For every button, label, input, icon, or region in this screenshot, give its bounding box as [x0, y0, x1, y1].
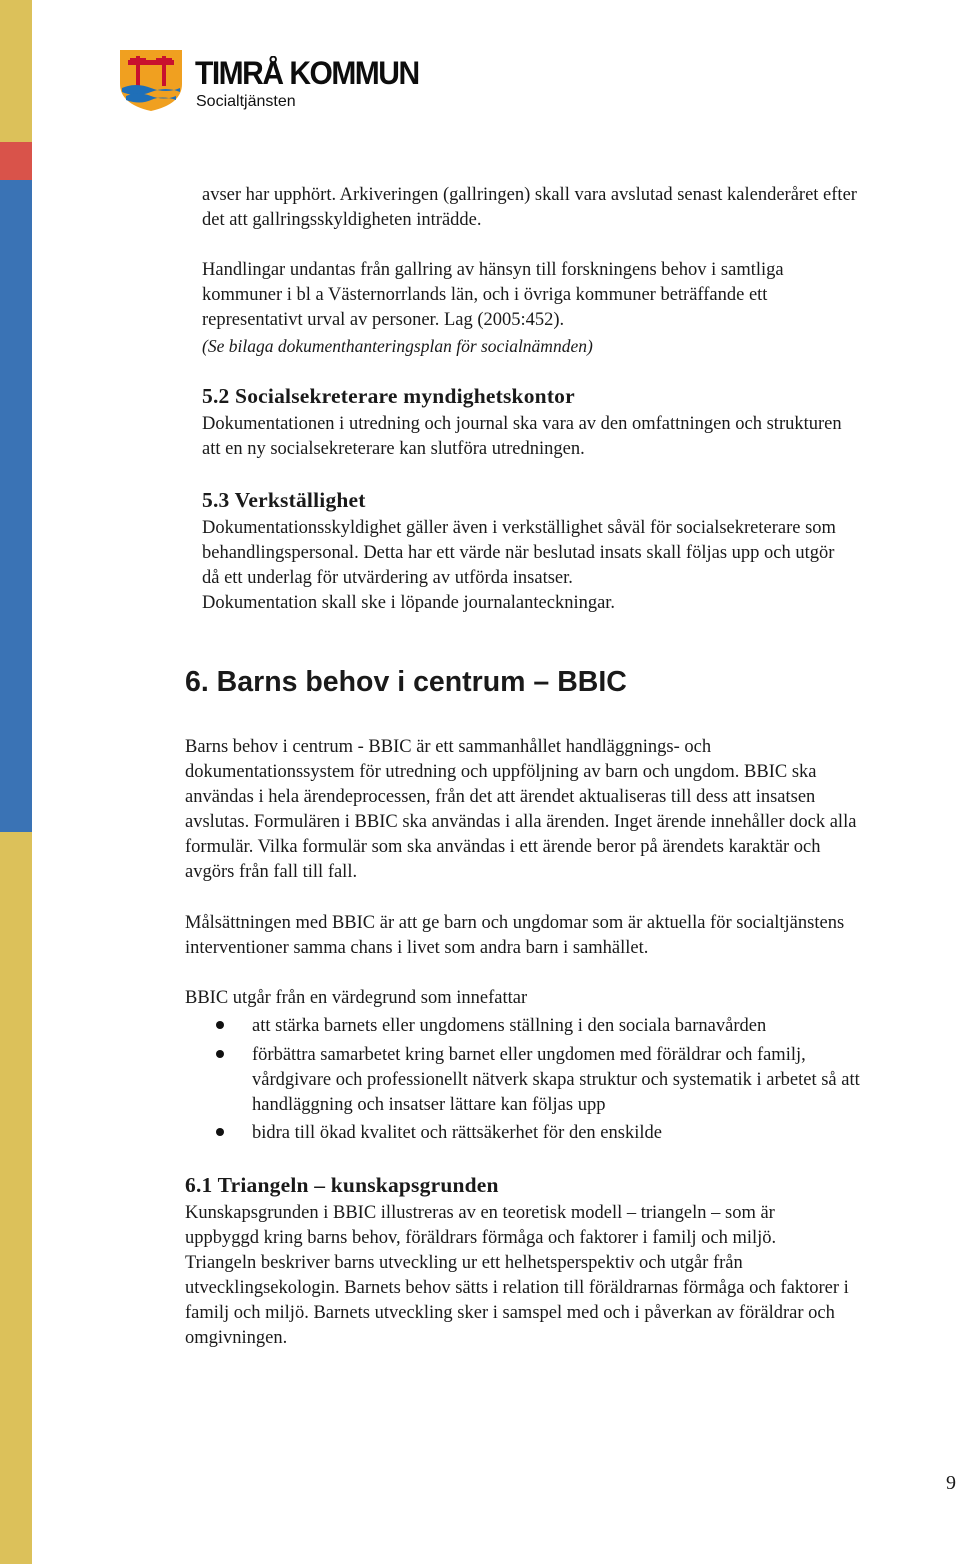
side-band-yellow-top: [0, 0, 32, 142]
text-line: familj och miljö. Barnets utveckling sker i samspel med och i påverkan av föräldrar och: [185, 1303, 835, 1323]
text-line: Målsättningen med BBIC är att ge barn och ungdomar som är aktuella för socialtjänstens: [185, 913, 845, 933]
page-number: 9: [946, 1472, 956, 1494]
text-line: då ett underlag för utvärdering av utförda insatser.: [202, 568, 573, 588]
text-line: avgörs från fall till fall.: [185, 862, 358, 882]
side-band-red: [0, 142, 32, 180]
brand-subtitle: Socialtjänsten: [196, 93, 296, 110]
section-heading-5-2: 5.2 Socialsekreterare myndighetskontor: [202, 384, 575, 408]
text-line: uppbyggd kring barns behov, föräldrars förmåga och faktorer i familj och miljö.: [185, 1228, 777, 1248]
list-item: förbättra samarbetet kring barnet eller ungdomen med föräldrar och familj,: [252, 1045, 806, 1065]
text-line: användas i hela ärendeprocessen, från det att ärendet aktualiseras till dess att insatsen: [185, 787, 816, 807]
note-line: (Se bilaga dokumenthanteringsplan för socialnämnden): [202, 336, 593, 356]
list-item: bidra till ökad kvalitet och rättsäkerhet för den enskilde: [252, 1123, 662, 1143]
text-line: omgivningen.: [185, 1328, 288, 1348]
text-line: kommuner i bl a Västernorrlands län, och i övriga kommuner beträffande ett: [202, 285, 768, 305]
text-line: behandlingspersonal. Detta har ett värde när beslutad insats skall följas upp och utgör: [202, 543, 835, 563]
text-line: Handlingar undantas från gallring av hänsyn till forskningens behov i samtliga: [202, 260, 784, 280]
bullet-icon: [216, 1050, 224, 1058]
text-line: dokumentationssystem för utredning och uppföljning av barn och ungdom. BBIC ska: [185, 762, 817, 782]
text-line: det att gallringsskyldigheten inträdde.: [202, 210, 482, 230]
list-intro: BBIC utgår från en värdegrund som innefattar: [185, 988, 528, 1008]
text-line: Barns behov i centrum - BBIC är ett sammanhållet handläggnings- och: [185, 737, 712, 757]
section-heading-6: 6. Barns behov i centrum – BBIC: [185, 666, 627, 698]
text-line: Dokumentationen i utredning och journal ska vara av den omfattningen och strukturen: [202, 414, 842, 434]
section-heading-6-1: 6.1 Triangeln – kunskapsgrunden: [185, 1173, 499, 1197]
text-line: avslutas. Formulären i BBIC ska användas i alla ärenden. Inget ärende innehåller dock alla: [185, 812, 857, 832]
text-line: representativt urval av personer. Lag (2005:452).: [202, 310, 565, 330]
section-heading-5-3: 5.3 Verkställighet: [202, 488, 366, 512]
text-line: Dokumentationsskyldighet gäller även i verkställighet såväl för socialsekreterare som: [202, 518, 836, 538]
list-item: vårdgivare och professionellt nätverk skapa struktur och systematik i arbetet så att: [252, 1070, 860, 1090]
text-line: formulär. Vilka formulär som ska användas i ett ärende beror på ärendets karaktär och: [185, 837, 821, 857]
bullet-icon: [216, 1128, 224, 1136]
side-band-blue: [0, 180, 32, 832]
text-line: Kunskapsgrunden i BBIC illustreras av en teoretisk modell – triangeln – som är: [185, 1203, 775, 1223]
list-item: handläggning och insatser lättare kan följas upp: [252, 1095, 606, 1115]
list-item: att stärka barnets eller ungdomens ställning i den sociala barnavården: [252, 1016, 767, 1036]
text-line: utvecklingsekologin. Barnets behov sätts i relation till föräldrarnas förmåga och faktorer i: [185, 1278, 849, 1298]
side-band-yellow-bottom: [0, 832, 32, 1564]
coat-of-arms-icon: [118, 48, 184, 112]
text-line: Dokumentation skall ske i löpande journalanteckningar.: [202, 593, 616, 613]
brand-name: TIMRÅ KOMMUN: [195, 56, 419, 92]
bullet-icon: [216, 1021, 224, 1029]
text-line: att en ny socialsekreterare kan slutföra utredningen.: [202, 439, 585, 459]
text-line: Triangeln beskriver barns utveckling ur ett helhetsperspektiv och utgår från: [185, 1253, 743, 1273]
text-line: avser har upphört. Arkiveringen (gallringen) skall vara avslutad senast kalenderåret efter: [202, 185, 857, 205]
text-line: interventioner samma chans i livet som andra barn i samhället.: [185, 938, 649, 958]
